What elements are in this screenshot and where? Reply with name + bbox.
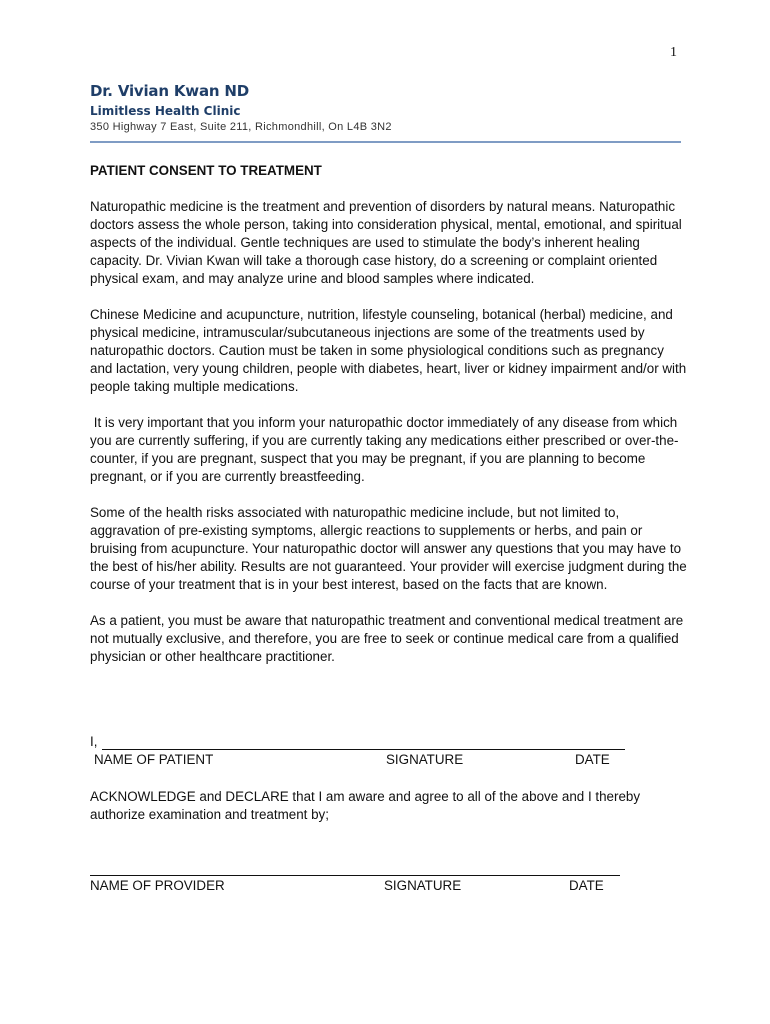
- patient-signature-block: [90, 734, 630, 774]
- provider-signature-label: SIGNATURE: [384, 878, 462, 893]
- patient-signature-label: SIGNATURE: [386, 752, 464, 767]
- paragraph-health-risks: Some of the health risks associated with naturopathic medicine include, but not limited to, aggravation of pre-existing symptoms, allergic reactions to supplements or herbs, and pain or bruising from acupuncture. Your naturopathic doctor will answer any questions that you may have to the best of his/her ability. Results are not guaranteed. Your provider will exercise judgment during the course of your treatment that is in your best interest, based on the facts that are known.: [90, 505, 687, 592]
- doctor-name: Dr. Vivian Kwan ND: [90, 82, 249, 100]
- header-divider: [90, 141, 681, 143]
- provider-date-label: DATE: [569, 878, 604, 893]
- document-title: PATIENT CONSENT TO TREATMENT: [90, 163, 322, 178]
- clinic-name: Limitless Health Clinic: [90, 104, 241, 118]
- provider-signature-line[interactable]: [90, 875, 620, 876]
- letterhead: [90, 82, 680, 133]
- paragraph-conventional-care: As a patient, you must be aware that naturopathic treatment and conventional medical treatment are not mutually exclusive, and therefore, you are free to seek or continue medical care from a qualified physician or other healthcare practitioner.: [90, 613, 684, 664]
- paragraph-inform-doctor: It is very important that you inform your naturopathic doctor immediately of any disease from which you are currently suffering, if you are currently taking any medications either prescribed or over-the-counter, if you are pregnant, suspect that you may be pregnant, if you are planning to become pregnant, or if you are currently breastfeeding.: [90, 415, 681, 484]
- paragraph-treatments: Chinese Medicine and acupuncture, nutrition, lifestyle counseling, botanical (herbal) medicine, and physical medicine, intramuscular/subcutaneous injections are some of the treatments used by naturopathic doctors. Caution must be taken in some physiological conditions such as pregnancy and lactation, very young children, people with diabetes, heart, liver or kidney impairment and/or with people taking multiple medications.: [90, 307, 687, 394]
- patient-signature-line[interactable]: [102, 749, 625, 750]
- provider-signature-block: [90, 860, 630, 900]
- provider-name-label: NAME OF PROVIDER: [90, 878, 225, 893]
- document-body: [90, 162, 688, 684]
- paragraph-naturopathic-medicine: Naturopathic medicine is the treatment and prevention of disorders by natural means. Naturopathic doctors assess the whole person, taking into consideration physical, mental, emotional, and spiritual aspects of the individual. Gentle techniques are used to stimulate the body’s inherent healing capacity. Dr. Vivian Kwan will take a thorough case history, do a screening or complaint oriented physical exam, and may analyze urine and blood samples where indicated.: [90, 199, 682, 286]
- patient-name-label: NAME OF PATIENT: [94, 752, 214, 767]
- clinic-address: 350 Highway 7 East, Suite 211, Richmondhill, On L4B 3N2: [90, 121, 392, 133]
- acknowledgement-text: ACKNOWLEDGE and DECLARE that I am aware and agree to all of the above and I thereby authorize examination and treatment by;: [90, 789, 641, 822]
- patient-prefix: I,: [90, 734, 98, 749]
- acknowledgement-section: [90, 788, 680, 842]
- patient-date-label: DATE: [575, 752, 610, 767]
- page-number: 1: [670, 45, 677, 60]
